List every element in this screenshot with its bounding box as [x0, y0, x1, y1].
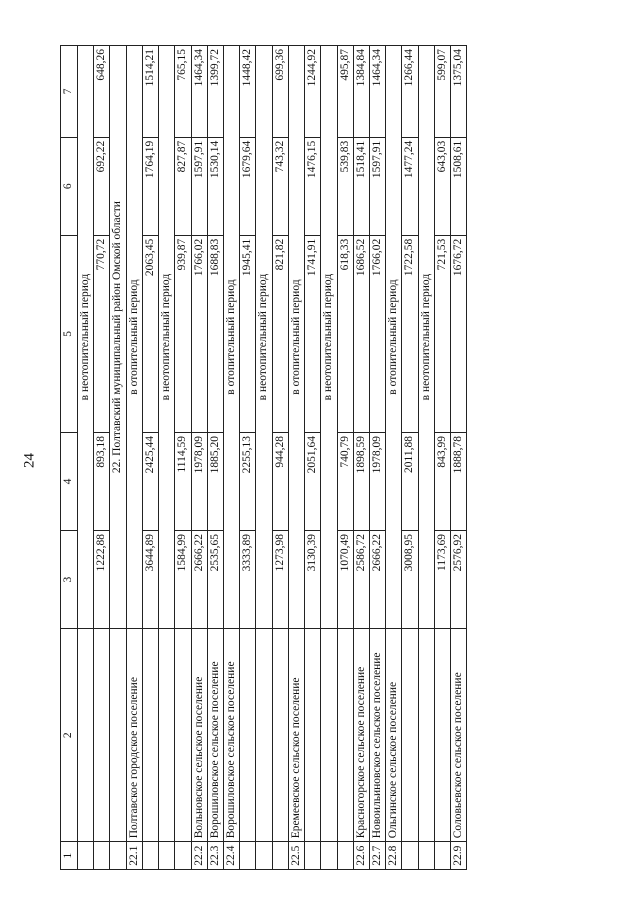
settlement-name	[110, 629, 126, 842]
row-index	[402, 842, 418, 870]
value-cell: 2666,22	[369, 531, 385, 629]
table-row	[240, 46, 256, 870]
value-cell: 1508,61	[451, 137, 467, 235]
value-cell: 2666,22	[191, 531, 207, 629]
value-cell: 1476,15	[305, 137, 321, 235]
value-cell: 648,26	[94, 46, 110, 138]
value-cell: 3644,89	[142, 531, 158, 629]
period-label: в неотопительный период	[78, 46, 94, 629]
district-heading: 22. Полтавский муниципальный район Омской области	[110, 46, 126, 629]
value-cell: 2051,64	[305, 432, 321, 530]
table-row	[272, 46, 288, 870]
value-cell: 2535,65	[207, 531, 223, 629]
settlement-name	[142, 629, 158, 842]
row-index: 22.7	[369, 842, 385, 870]
value-cell: 1766,02	[191, 235, 207, 432]
value-cell: 2255,13	[240, 432, 256, 530]
value-cell: 1584,99	[175, 531, 191, 629]
value-cell: 843,99	[434, 432, 450, 530]
table-row	[418, 46, 434, 870]
value-cell: 699,36	[272, 46, 288, 138]
row-index	[175, 842, 191, 870]
table-row	[353, 46, 369, 870]
value-cell: 618,33	[337, 235, 353, 432]
table-row	[321, 46, 337, 870]
table-row	[94, 46, 110, 870]
value-cell: 2586,72	[353, 531, 369, 629]
empty-cell	[110, 842, 126, 870]
value-cell: 1686,52	[353, 235, 369, 432]
table-row	[191, 46, 207, 870]
table-row	[386, 46, 402, 870]
value-cell: 1722,58	[402, 235, 418, 432]
row-index: 22.8	[386, 842, 402, 870]
period-label: в неотопительный период	[159, 46, 175, 629]
header-row	[61, 46, 78, 870]
row-index	[142, 842, 158, 870]
settlement-name	[418, 629, 434, 842]
value-cell: 1222,88	[94, 531, 110, 629]
value-cell: 827,87	[175, 137, 191, 235]
row-index: 22.3	[207, 842, 223, 870]
value-cell: 1399,72	[207, 46, 223, 138]
settlement-name: Еремеевское сельское поселение	[288, 629, 304, 842]
value-cell: 1888,78	[451, 432, 467, 530]
settlement-name	[78, 629, 94, 842]
value-cell: 721,53	[434, 235, 450, 432]
page-number: 24	[21, 453, 38, 468]
value-cell: 1530,14	[207, 137, 223, 235]
value-cell: 3130,39	[305, 531, 321, 629]
table-row	[402, 46, 418, 870]
value-cell: 1764,19	[142, 137, 158, 235]
rotated-table-container	[60, 45, 590, 870]
row-index	[159, 842, 175, 870]
row-index	[321, 842, 337, 870]
period-label: в отопительный период	[386, 46, 402, 629]
value-cell: 893,18	[94, 432, 110, 530]
value-cell: 1266,44	[402, 46, 418, 138]
value-cell: 539,83	[337, 137, 353, 235]
settlement-name	[272, 629, 288, 842]
row-index: 22.5	[288, 842, 304, 870]
table-row	[175, 46, 191, 870]
value-cell: 3008,95	[402, 531, 418, 629]
value-cell: 1676,72	[451, 235, 467, 432]
value-cell: 1114,59	[175, 432, 191, 530]
value-cell: 1741,91	[305, 235, 321, 432]
settlement-name	[240, 629, 256, 842]
table-row	[305, 46, 321, 870]
value-cell: 743,32	[272, 137, 288, 235]
row-index	[240, 842, 256, 870]
table-row	[434, 46, 450, 870]
row-index	[94, 842, 110, 870]
value-cell: 1978,09	[191, 432, 207, 530]
value-cell: 643,03	[434, 137, 450, 235]
value-cell: 740,79	[337, 432, 353, 530]
period-label: в неотопительный период	[321, 46, 337, 629]
period-label: в неотопительный период	[418, 46, 434, 629]
row-index	[305, 842, 321, 870]
value-cell: 1173,69	[434, 531, 450, 629]
row-index: 22.1	[126, 842, 142, 870]
value-cell: 2576,92	[451, 531, 467, 629]
period-label: в неотопительный период	[256, 46, 272, 629]
value-cell: 1070,49	[337, 531, 353, 629]
value-cell: 1898,59	[353, 432, 369, 530]
table-row	[451, 46, 467, 870]
settlement-name: Полтавское городское поселение	[126, 629, 142, 842]
settlement-name	[159, 629, 175, 842]
row-index: 22.2	[191, 842, 207, 870]
settlement-name	[94, 629, 110, 842]
row-index: 22.6	[353, 842, 369, 870]
column-header: 3	[61, 531, 78, 629]
column-header: 2	[61, 629, 78, 842]
period-label: в отопительный период	[223, 46, 239, 629]
value-cell: 944,28	[272, 432, 288, 530]
column-header: 4	[61, 432, 78, 530]
row-index: 22.4	[223, 842, 239, 870]
value-cell: 1244,92	[305, 46, 321, 138]
settlement-name: Новоильиновское сельское поселение	[369, 629, 385, 842]
table-row	[126, 46, 142, 870]
value-cell: 3333,89	[240, 531, 256, 629]
settlement-name	[256, 629, 272, 842]
value-cell: 1679,64	[240, 137, 256, 235]
row-index	[272, 842, 288, 870]
value-cell: 821,82	[272, 235, 288, 432]
row-index: 22.9	[451, 842, 467, 870]
value-cell: 1464,34	[191, 46, 207, 138]
table-row	[369, 46, 385, 870]
table-row	[256, 46, 272, 870]
value-cell: 495,87	[337, 46, 353, 138]
value-cell: 1464,34	[369, 46, 385, 138]
value-cell: 692,22	[94, 137, 110, 235]
value-cell: 1885,20	[207, 432, 223, 530]
table-row	[288, 46, 304, 870]
settlement-name: Ольгинское сельское поселение	[386, 629, 402, 842]
value-cell: 1597,91	[369, 137, 385, 235]
value-cell: 770,72	[94, 235, 110, 432]
column-header: 6	[61, 137, 78, 235]
value-cell: 1597,91	[191, 137, 207, 235]
table-row	[223, 46, 239, 870]
period-label: в отопительный период	[288, 46, 304, 629]
value-cell: 1375,04	[451, 46, 467, 138]
value-cell: 1448,42	[240, 46, 256, 138]
table-body	[78, 46, 467, 870]
table-row	[159, 46, 175, 870]
table-row	[110, 46, 126, 870]
table-row	[78, 46, 94, 870]
value-cell: 939,87	[175, 235, 191, 432]
value-cell: 1514,21	[142, 46, 158, 138]
column-header: 1	[61, 842, 78, 870]
row-index	[418, 842, 434, 870]
settlement-name	[305, 629, 321, 842]
value-cell: 599,07	[434, 46, 450, 138]
table-row	[142, 46, 158, 870]
settlement-name: Ворошиловское сельское поселение	[223, 629, 239, 842]
settlement-name	[175, 629, 191, 842]
value-cell: 2063,45	[142, 235, 158, 432]
tariff-table	[60, 45, 467, 870]
settlement-name: Ворошиловское сельское поселение	[207, 629, 223, 842]
value-cell: 1945,41	[240, 235, 256, 432]
settlement-name	[402, 629, 418, 842]
table-row	[207, 46, 223, 870]
row-index	[256, 842, 272, 870]
table-row	[337, 46, 353, 870]
row-index	[434, 842, 450, 870]
value-cell: 1384,84	[353, 46, 369, 138]
row-index	[78, 842, 94, 870]
settlement-name: Вольновское сельское поселение	[191, 629, 207, 842]
column-header: 5	[61, 235, 78, 432]
settlement-name	[337, 629, 353, 842]
settlement-name: Красногорское сельское поселение	[353, 629, 369, 842]
value-cell: 1978,09	[369, 432, 385, 530]
settlement-name	[321, 629, 337, 842]
period-label: в отопительный период	[126, 46, 142, 629]
value-cell: 1273,98	[272, 531, 288, 629]
value-cell: 1477,24	[402, 137, 418, 235]
value-cell: 765,15	[175, 46, 191, 138]
settlement-name: Соловьевское сельское поселение	[451, 629, 467, 842]
settlement-name	[434, 629, 450, 842]
value-cell: 1766,02	[369, 235, 385, 432]
row-index	[337, 842, 353, 870]
column-header: 7	[61, 46, 78, 138]
value-cell: 1518,41	[353, 137, 369, 235]
value-cell: 2011,88	[402, 432, 418, 530]
value-cell: 2425,44	[142, 432, 158, 530]
value-cell: 1688,83	[207, 235, 223, 432]
